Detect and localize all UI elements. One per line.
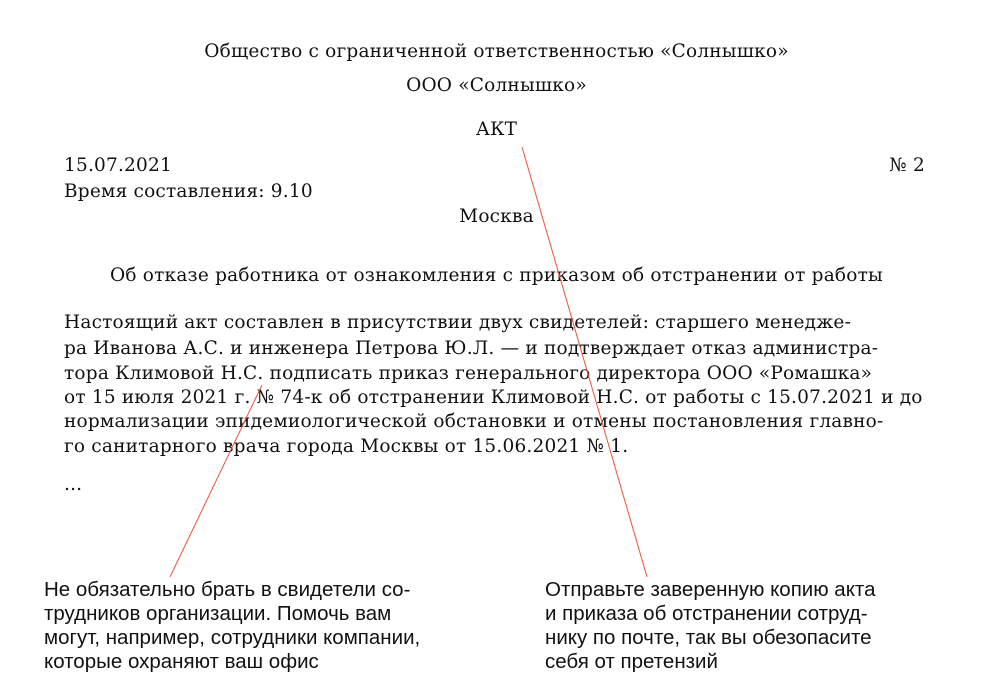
document-date: 15.07.2021 — [64, 155, 172, 176]
note-line: могут, например, сотрудники компании, — [44, 626, 421, 649]
body-line: от 15 июля 2021 г. № 74-к об отстранении Климовой Н.С. от работы с 15.07.2021 и до — [64, 387, 923, 408]
body-line: тора Климовой Н.С. подписать приказ генерального директора ООО «Ромашка» — [64, 363, 873, 384]
note-line: трудников организации. Помочь вам — [44, 602, 392, 625]
connector-line-right — [522, 147, 647, 577]
organization-short-name: ООО «Солнышко» — [406, 75, 587, 96]
connector-line-left — [170, 385, 262, 577]
body-line: ра Иванова А.С. и инженера Петрова Ю.Л. — и подтверждает отказ администра- — [64, 338, 879, 359]
body-line: нормализации эпидемиологической обстановки и отмены постановления главно- — [64, 411, 884, 432]
note-line: которые охраняют ваш офис — [44, 650, 319, 673]
annotation-note-right — [545, 578, 875, 674]
document-subject: Об отказе работника от ознакомления с приказом об отстранении от работы — [110, 265, 883, 286]
compile-time: Время составления: 9.10 — [64, 181, 313, 202]
note-line: Не обязательно брать в свидетели со- — [44, 578, 411, 601]
note-line: нику по почте, так вы обезопасите — [545, 626, 872, 649]
organization-full-name: Общество с ограниченной ответственностью «Солнышко» — [204, 41, 789, 62]
document-city: Москва — [459, 206, 534, 227]
note-line: Отправьте заверенную копию акта — [545, 578, 876, 601]
body-line: го санитарного врача города Москвы от 15.06.2021 № 1. — [64, 436, 629, 457]
body-line: Настоящий акт составлен в присутствии двух свидетелей: старшего менедже- — [64, 312, 852, 333]
ellipsis: ... — [64, 474, 83, 495]
document-number: № 2 — [889, 155, 925, 176]
annotation-note-left — [44, 578, 420, 674]
note-line: и приказа об отстранении сотруд- — [545, 602, 868, 625]
note-line: себя от претензий — [545, 650, 718, 673]
document-type-title: АКТ — [475, 119, 518, 140]
